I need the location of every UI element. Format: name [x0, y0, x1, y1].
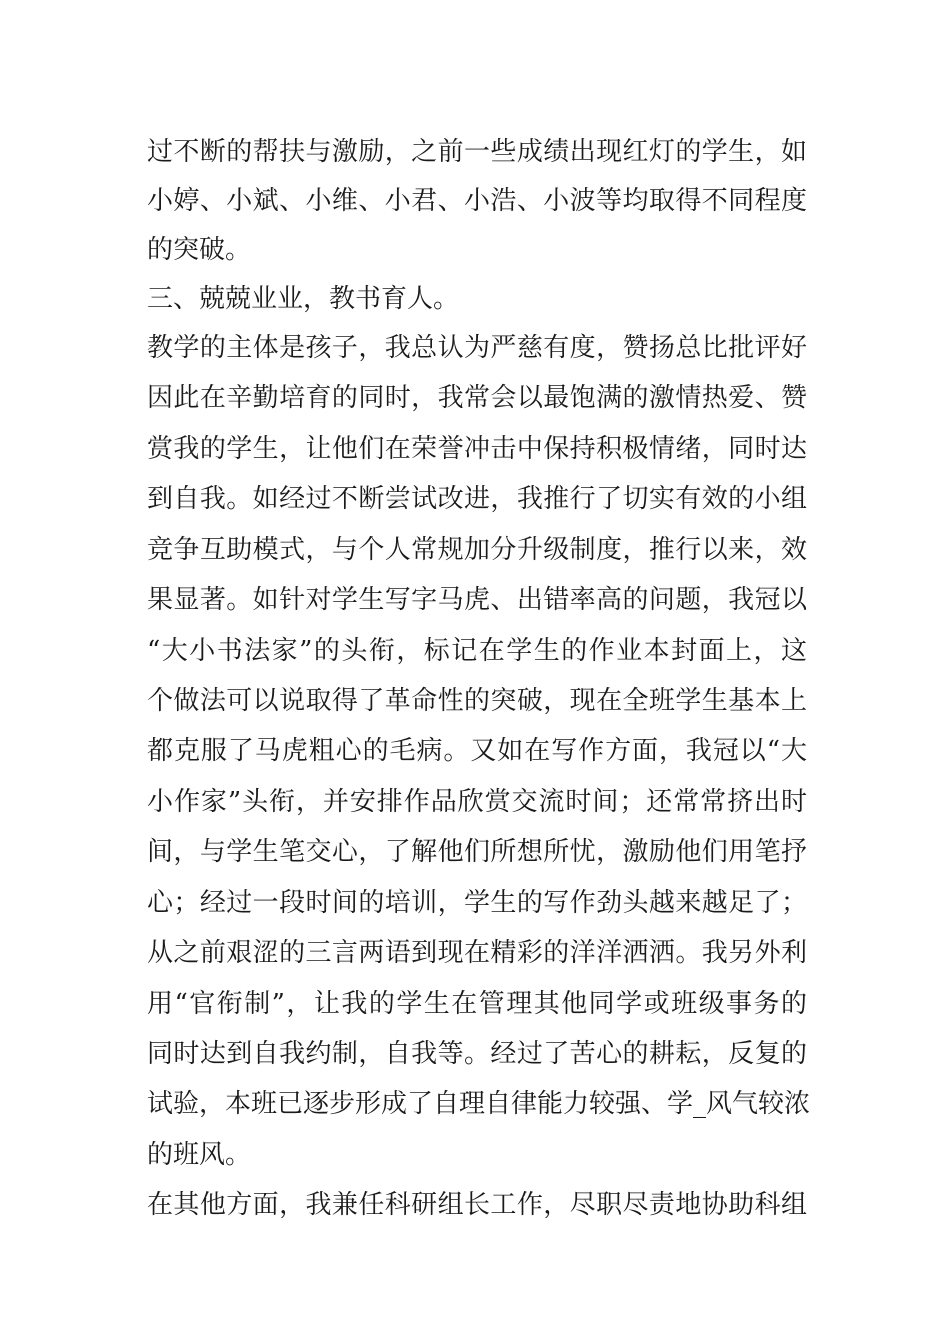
text-line: 到自我。如经过不断尝试改进，我推行了切实有效的小组: [147, 484, 807, 514]
text-line: 竞争互助模式，与个人常规加分升级制度，推行以来，效: [147, 535, 807, 565]
text-line: 个做法可以说取得了革命性的突破，现在全班学生基本上: [147, 686, 807, 716]
text-line: 从之前艰涩的三言两语到现在精彩的洋洋洒洒。我另外利: [147, 938, 807, 968]
text-line: 赏我的学生，让他们在荣誉冲击中保持积极情绪，同时达: [147, 434, 807, 464]
text-line: 小婷、小斌、小维、小君、小浩、小波等均取得不同程度: [147, 186, 807, 216]
section-heading: 三、兢兢业业，教书育人。: [147, 284, 460, 314]
text-line: 因此在辛勤培育的同时，我常会以最饱满的激情热爱、赞: [147, 383, 807, 413]
text-line: 果显著。如针对学生写字马虎、出错率高的问题，我冠以: [147, 585, 807, 615]
text-line: 过不断的帮扶与激励，之前一些成绩出现红灯的学生，如: [147, 137, 807, 167]
text-line: “大小书法家”的头衔，标记在学生的作业本封面上，这: [147, 636, 807, 666]
text-line: 小作家”头衔，并安排作品欣赏交流时间；还常常挤出时: [147, 787, 807, 817]
text-line: 都克服了马虎粗心的毛病。又如在写作方面，我冠以“大: [147, 736, 807, 766]
text-line: 的班风。: [147, 1140, 252, 1170]
text-line: 用“官衔制”，让我的学生在管理其他同学或班级事务的: [147, 989, 807, 1019]
text-line: 在其他方面，我兼任科研组长工作，尽职尽责地协助科组: [147, 1190, 807, 1220]
text-line: 心；经过一段时间的培训，学生的写作劲头越来越足了；: [147, 888, 807, 918]
text-line: 同时达到自我约制，自我等。经过了苦心的耕耘，反复的: [147, 1039, 807, 1069]
text-line: 试验，本班已逐步形成了自理自律能力较强、学_风气较浓: [147, 1089, 811, 1119]
text-line: 教学的主体是孩子，我总认为严慈有度，赞扬总比批评好: [147, 333, 807, 363]
text-line: 间，与学生笔交心，了解他们所想所忧，激励他们用笔抒: [147, 837, 807, 867]
text-line: 的突破。: [147, 235, 252, 265]
